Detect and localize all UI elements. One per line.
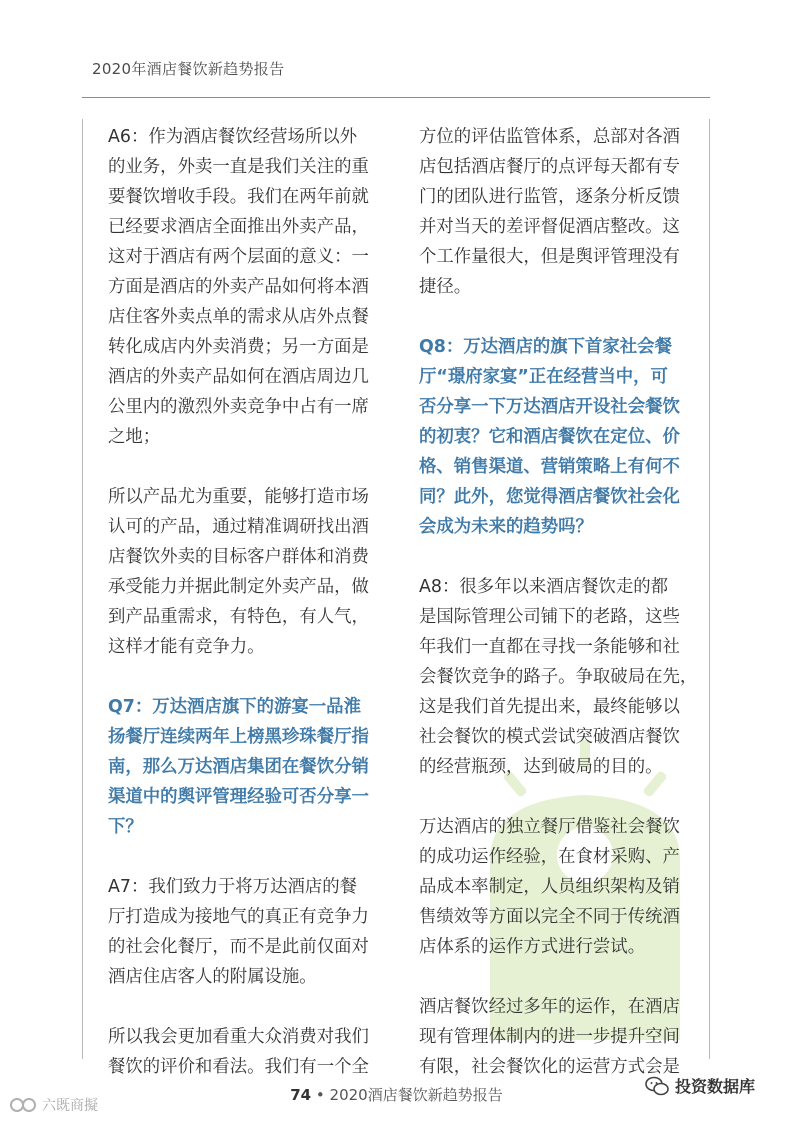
- text-line: 的业务，外卖一直是我们关注的重: [108, 157, 369, 177]
- text-line: 酒店的外卖产品如何在酒店周边几: [108, 367, 369, 387]
- text-line: 否分享一下万达酒店开设社会餐饮: [419, 397, 680, 417]
- text-line: 售绩效等方面以完全不同于传统酒: [419, 907, 680, 927]
- text-line: 酒店住店客人的附属设施。: [108, 967, 317, 987]
- question-q7: [108, 692, 392, 842]
- page-number: 74: [290, 1086, 312, 1104]
- answer-a8: [419, 572, 703, 782]
- text-line: 厅打造成为接地气的真正有竞争力: [108, 907, 369, 927]
- text-line: 店餐饮外卖的目标客户群体和消费: [108, 547, 369, 567]
- text-line: 公里内的激烈外卖竞争中占有一席: [108, 397, 369, 417]
- text-line: Q7：万达酒店旗下的游宴一品淮: [108, 697, 361, 717]
- text-line: 这是我们首先提出来，最终能够以: [419, 697, 680, 717]
- text-line: 认可的产品，通过精准调研找出酒: [108, 517, 369, 537]
- text-line: 承受能力并据此制定外卖产品，做: [108, 577, 369, 597]
- text-line: 南，那么万达酒店集团在餐饮分销: [108, 757, 369, 777]
- text-line: 并对当天的差评督促酒店整改。这: [419, 217, 680, 237]
- footer-title: 2020酒店餐饮新趋势报告: [329, 1086, 503, 1104]
- question-q8: [419, 332, 703, 542]
- text-line: 有限，社会餐饮化的运营方式会是: [419, 1057, 680, 1077]
- text-line: 的经营瓶颈，达到破局的目的。: [419, 757, 663, 777]
- text-line: 渠道中的舆评管理经验可否分享一: [108, 787, 369, 807]
- text-line: A6：作为酒店餐饮经营场所以外: [108, 127, 358, 147]
- text-line: 之地；: [108, 427, 161, 447]
- answer-a7: [108, 872, 392, 992]
- text-line: 个工作量很大，但是舆评管理没有: [419, 247, 680, 267]
- text-line: 现有管理体制内的进一步提升空间: [419, 1027, 680, 1047]
- left-column: [108, 122, 392, 1082]
- text-line: 年我们一直都在寻找一条能够和社: [419, 637, 680, 657]
- text-line: 捷径。: [419, 277, 472, 297]
- text-line: 方面是酒店的外卖产品如何将本酒: [108, 277, 369, 297]
- text-line: 店包括酒店餐厅的点评每天都有专: [419, 157, 680, 177]
- text-line: 方位的评估监管体系，总部对各酒: [419, 127, 680, 147]
- watermark-left-text: 六既商擬: [42, 1098, 98, 1114]
- text-line: A7：我们致力于将万达酒店的餐: [108, 877, 358, 897]
- text-line: Q8：万达酒店的旗下首家社会餐: [419, 337, 672, 357]
- text-line: 餐饮的评价和看法。我们有一个全: [108, 1057, 369, 1077]
- text-line: 厅“璟府家宴”正在经营当中，可: [419, 367, 668, 387]
- text-line: 这样才能有竞争力。: [108, 637, 265, 657]
- text-line: 品成本率制定，人员组织架构及销: [419, 877, 680, 897]
- answer-a6: [108, 122, 392, 452]
- text-line: 店体系的运作方式进行尝试。: [419, 937, 646, 957]
- text-line: 会餐饮竞争的路子。争取破局在先，: [419, 667, 698, 687]
- text-line: 所以产品尤为重要，能够打造市场: [108, 487, 369, 507]
- text-line: 的社会化餐厅，而不是此前仅面对: [108, 937, 369, 957]
- report-header-title: 2020年酒店餐饮新趋势报告: [92, 60, 285, 78]
- text-line: 所以我会更加看重大众消费对我们: [108, 1027, 369, 1047]
- text-line: 店住客外卖点单的需求从店外点餐: [108, 307, 369, 327]
- header-divider: [82, 97, 710, 98]
- text-line: 已经要求酒店全面推出外卖产品，: [108, 217, 369, 237]
- paragraph-independent-restaurant: [419, 812, 703, 962]
- text-line: 会成为未来的趋势吗？: [419, 517, 593, 537]
- text-line: 门的团队进行监管，逐条分析反馈: [419, 187, 680, 207]
- text-line: A8：很多年以来酒店餐饮走的都: [419, 577, 669, 597]
- text-line: 转化成店内外卖消费；另一方面是: [108, 337, 369, 357]
- text-line: 这对于酒店有两个层面的意义：一: [108, 247, 369, 267]
- text-line: 酒店餐饮经过多年的运作，在酒店: [419, 997, 680, 1017]
- text-line: 的成功运作经验，在食材采购、产: [419, 847, 680, 867]
- paragraph-public-reviews: [108, 1022, 392, 1082]
- text-line: 格、销售渠道、营销策略上有何不: [419, 457, 680, 477]
- text-line: 下？: [108, 817, 143, 837]
- text-line: 是国际管理公司铺下的老路，这些: [419, 607, 680, 627]
- watermark-left: [10, 1095, 98, 1115]
- paragraph-monitoring: [419, 122, 703, 302]
- text-line: 的初衷？它和酒店餐饮在定位、价: [419, 427, 680, 447]
- text-line: 到产品重需求，有特色，有人气，: [108, 607, 369, 627]
- watermark-logo-icon: [10, 1097, 38, 1113]
- right-column: [419, 122, 703, 1082]
- text-line: 万达酒店的独立餐厅借鉴社会餐饮: [419, 817, 680, 837]
- text-line: 扬餐厅连续两年上榜黑珍珠餐厅指: [108, 727, 369, 747]
- paragraph-future-operation: [419, 992, 703, 1082]
- text-line: 同？此外，您觉得酒店餐饮社会化: [419, 487, 680, 507]
- text-line: 要餐饮增收手段。我们在两年前就: [108, 187, 369, 207]
- text-line: 社会餐饮的模式尝试突破酒店餐饮: [419, 727, 680, 747]
- footer-separator: •: [315, 1086, 325, 1104]
- watermark-right-text: 投资数据库: [675, 1077, 756, 1096]
- paragraph-products: [108, 482, 392, 662]
